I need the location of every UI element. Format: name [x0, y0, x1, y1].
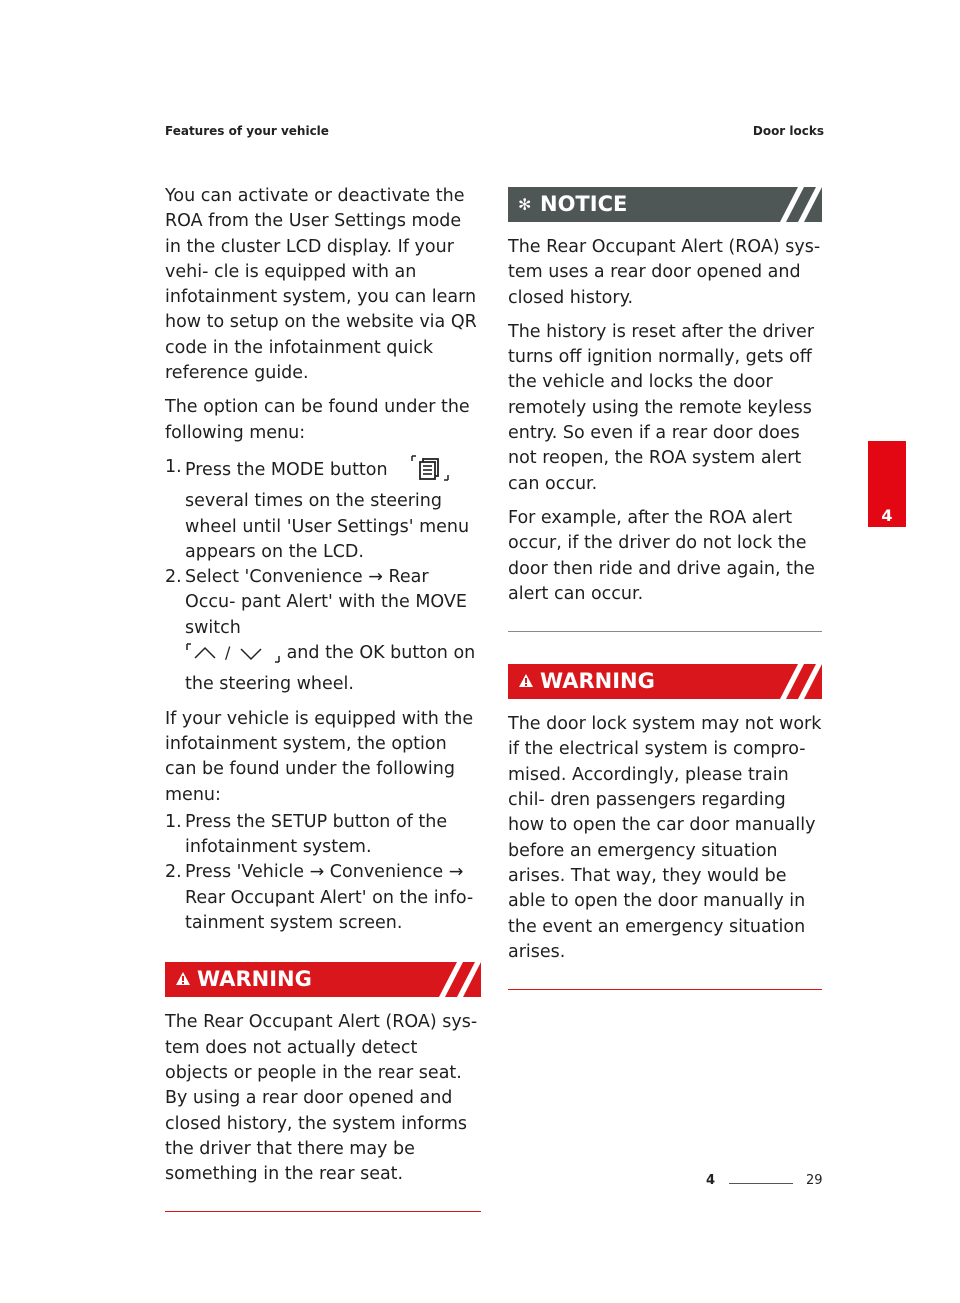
move-switch-icon	[185, 642, 281, 672]
list-item	[165, 860, 481, 936]
move-switch-down-icon	[241, 649, 261, 659]
notice-banner	[508, 187, 822, 222]
menu-intro-paragraph: The option can be found under the following menu:	[165, 397, 470, 443]
infotainment-intro-paragraph: If your vehicle is equipped with the infotainment system, the option can be found under the following menu:	[165, 708, 474, 805]
step-text: Select 'Convenience → Rear Occu- pant Alert' with the MOVE switch	[185, 567, 467, 638]
notice-paragraph-1: The Rear Occupant Alert (ROA) sys- tem uses a rear door opened and closed history.	[508, 237, 821, 308]
banner-slash-decoration	[437, 962, 481, 997]
warning-title: WARNING	[540, 669, 655, 694]
left-column	[165, 184, 481, 1244]
list-item	[165, 455, 481, 565]
header-topic-title: Door locks	[752, 124, 824, 138]
step-text: Press the MODE button	[185, 459, 388, 480]
notice-end-rule	[508, 631, 822, 632]
warning-end-rule	[165, 1211, 481, 1212]
mode-button-icon	[411, 455, 449, 489]
step-number: 2.	[165, 567, 182, 588]
chapter-side-tab-number: 4	[881, 506, 893, 525]
list-item	[165, 565, 481, 697]
step-number: 2.	[165, 862, 182, 883]
move-switch-up-icon	[195, 648, 215, 658]
step-text: Press the SETUP button of the infotainment system.	[185, 811, 448, 858]
chapter-side-tab	[868, 441, 906, 527]
footer-chapter-number: 4	[706, 1173, 716, 1188]
warning-text: The Rear Occupant Alert (ROA) sys- tem does not actually detect objects or people in the rear seat. By using a rear door opened and closed history, the system informs the driver that there may be something in the rear seat.	[165, 1012, 478, 1185]
step-text-continued: and the OK button on the steering wheel.	[185, 643, 476, 695]
warning-end-rule	[508, 989, 822, 990]
right-column	[508, 187, 822, 1022]
cluster-steps-list	[165, 455, 481, 698]
warning-triangle-icon	[175, 962, 191, 1009]
warning-banner	[508, 664, 822, 699]
intro-paragraph: You can activate or deactivate the ROA from the User Settings mode in the cluster LCD display. If your vehi- cle is equipped with an infotainment system, you can learn how to setup on the website via QR code in the infotainment quick reference guide.	[165, 186, 477, 384]
notice-title: NOTICE	[540, 192, 628, 216]
svg-text:/: /	[225, 643, 231, 663]
banner-slash-decoration	[778, 187, 822, 222]
infotainment-steps-list	[165, 810, 481, 936]
warning-triangle-icon	[518, 664, 534, 711]
notice-asterisk-icon: ✻	[518, 195, 532, 214]
step-text: Press 'Vehicle → Convenience → Rear Occupant Alert' on the info- tainment system screen.	[185, 862, 474, 934]
warning-banner	[165, 962, 481, 997]
warning-text: The door lock system may not work if the electrical system is compro- mised. Accordingly, please train chil- dren passengers regarding how to open the car door manually before an emergency situation arises. That way, they would be able to open the door manually in the event an emergency situation arises.	[508, 714, 822, 962]
notice-paragraph-3: For example, after the ROA alert occur, if the driver do not lock the door then ride and drive again, the alert can occur.	[508, 507, 815, 604]
step-text-continued: several times on the steering wheel until 'User Settings' menu appears on the LCD.	[185, 491, 470, 562]
header-section-title: Features of your vehicle	[165, 124, 329, 138]
notice-paragraph-2: The history is reset after the driver turns off ignition normally, gets off the vehicle and locks the door remotely using the remote keyless entry. So even if a rear door does not reopen, the ROA system alert can occur.	[508, 321, 815, 494]
warning-title: WARNING	[197, 967, 312, 992]
footer-page-number: 29	[806, 1173, 823, 1188]
list-item	[165, 810, 481, 861]
step-number: 1.	[165, 811, 182, 832]
banner-slash-decoration	[778, 664, 822, 699]
step-number: 1.	[165, 456, 182, 477]
footer-divider	[729, 1183, 793, 1184]
